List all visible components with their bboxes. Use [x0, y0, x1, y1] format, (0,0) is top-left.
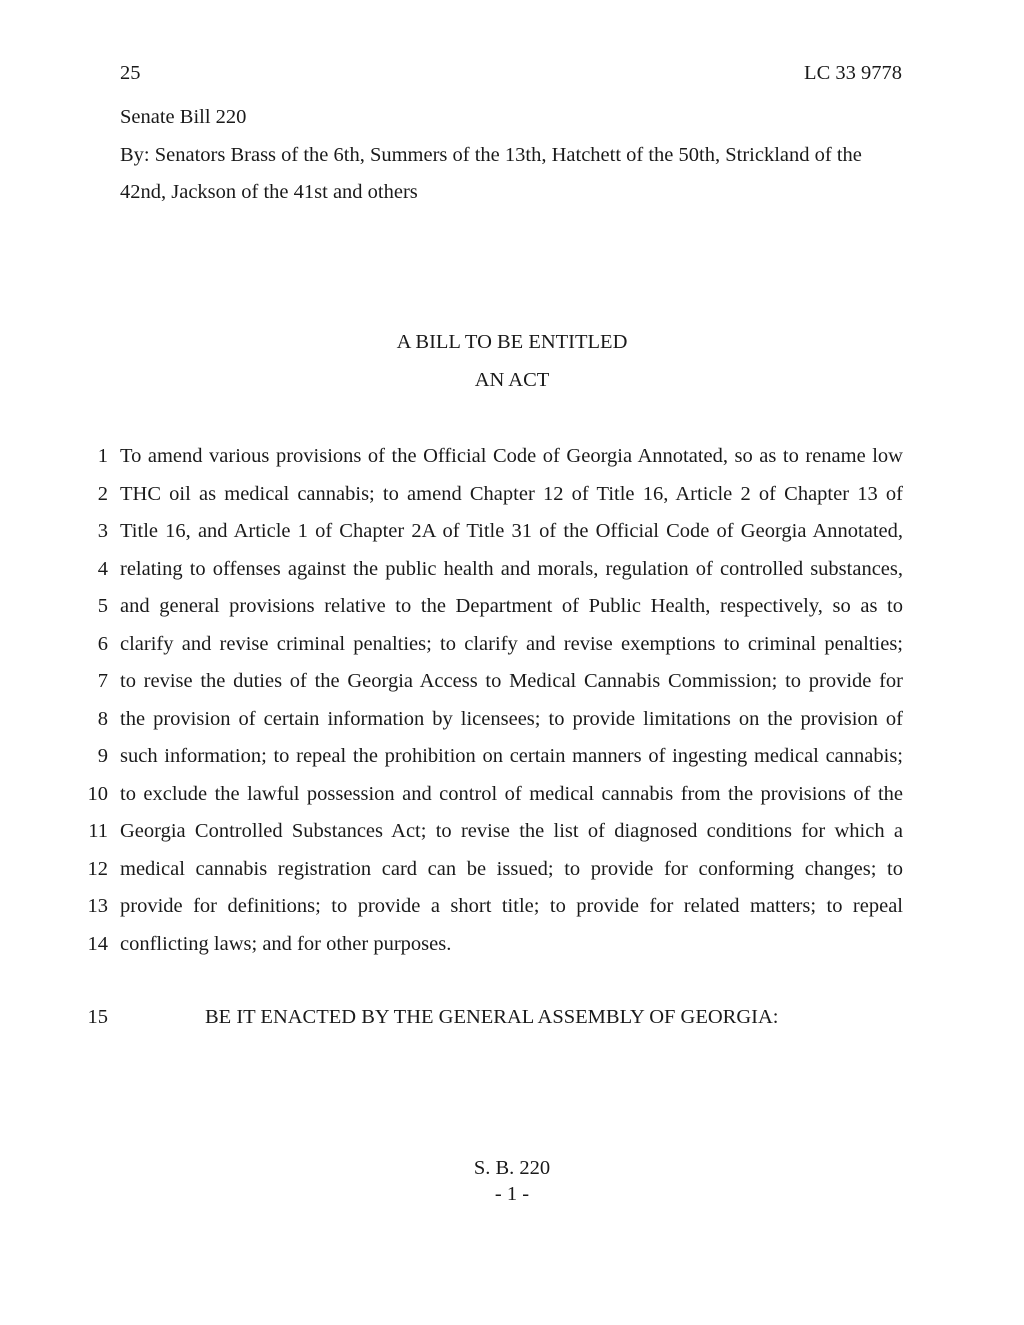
- line-text: Title 16, and Article 1 of Chapter 2A of Title 31 of the Official Code of Georgia Annotated,: [120, 520, 903, 542]
- line-number: 12: [87, 857, 108, 880]
- line-number: 9: [97, 745, 108, 767]
- enacting-line-number: 15: [87, 1006, 108, 1028]
- line-number: 6: [97, 632, 108, 655]
- body-line: [0, 781, 1024, 819]
- bill-title-heading: A BILL TO BE ENTITLED: [396, 331, 628, 353]
- page-number: - 1 -: [494, 1183, 530, 1205]
- body-line: [0, 743, 1024, 781]
- line-text: To amend various provisions of the Official Code of Georgia Annotated, so as to rename low: [120, 445, 903, 467]
- lc-number: LC 33 9778: [804, 62, 902, 84]
- sponsors-line-1: By: Senators Brass of the 6th, Summers of the 13th, Hatchett of the 50th, Strickland of the: [120, 144, 862, 166]
- session-number: 25: [120, 62, 141, 84]
- footer-bill-ref: S. B. 220: [473, 1157, 551, 1179]
- body-line: [0, 593, 1024, 631]
- body-line: [0, 556, 1024, 594]
- line-number: 13: [87, 895, 108, 917]
- line-number: 11: [88, 820, 108, 842]
- enacting-clause: BE IT ENACTED BY THE GENERAL ASSEMBLY OF GEORGIA:: [205, 1006, 779, 1028]
- act-heading: AN ACT: [474, 369, 550, 391]
- bill-body: [0, 443, 1024, 968]
- line-number: 4: [97, 557, 108, 580]
- body-line: [0, 481, 1024, 519]
- body-line: [0, 931, 1024, 969]
- body-line: [0, 856, 1024, 894]
- line-number: 3: [97, 520, 108, 542]
- sponsors-line-2: 42nd, Jackson of the 41st and others: [120, 181, 418, 203]
- line-number: 5: [97, 595, 108, 617]
- body-line: [0, 668, 1024, 706]
- line-number: 8: [97, 707, 108, 730]
- line-text: Georgia Controlled Substances Act; to revise the list of diagnosed conditions for which a: [120, 820, 903, 842]
- line-number: 1: [97, 445, 108, 467]
- line-text: to revise the duties of the Georgia Access to Medical Cannabis Commission; to provide for: [120, 670, 903, 692]
- line-number: 10: [87, 782, 108, 805]
- body-line: [0, 706, 1024, 744]
- body-line: [0, 893, 1024, 931]
- line-text: clarify and revise criminal penalties; to clarify and revise exemptions to criminal penalties;: [120, 632, 903, 655]
- line-text: provide for definitions; to provide a short title; to provide for related matters; to repeal: [120, 895, 903, 917]
- body-line: [0, 443, 1024, 481]
- line-text: to exclude the lawful possession and control of medical cannabis from the provisions of the: [120, 782, 903, 805]
- line-text: such information; to repeal the prohibition on certain manners of ingesting medical cannabis;: [120, 745, 903, 767]
- line-text: THC oil as medical cannabis; to amend Chapter 12 of Title 16, Article 2 of Chapter 13 of: [120, 482, 903, 505]
- line-text: the provision of certain information by licensees; to provide limitations on the provision of: [120, 707, 903, 730]
- body-line: [0, 818, 1024, 856]
- body-line: [0, 518, 1024, 556]
- line-text: medical cannabis registration card can be issued; to provide for conforming changes; to: [120, 857, 903, 880]
- line-number: 14: [87, 932, 108, 955]
- line-text: conflicting laws; and for other purposes.: [120, 932, 452, 955]
- line-number: 2: [97, 482, 108, 505]
- line-text: and general provisions relative to the Department of Public Health, respectively, so as to: [120, 595, 903, 617]
- line-number: 7: [97, 670, 108, 692]
- line-text: relating to offenses against the public health and morals, regulation of controlled substances,: [120, 557, 903, 580]
- body-line: [0, 631, 1024, 669]
- bill-name: Senate Bill 220: [120, 106, 247, 128]
